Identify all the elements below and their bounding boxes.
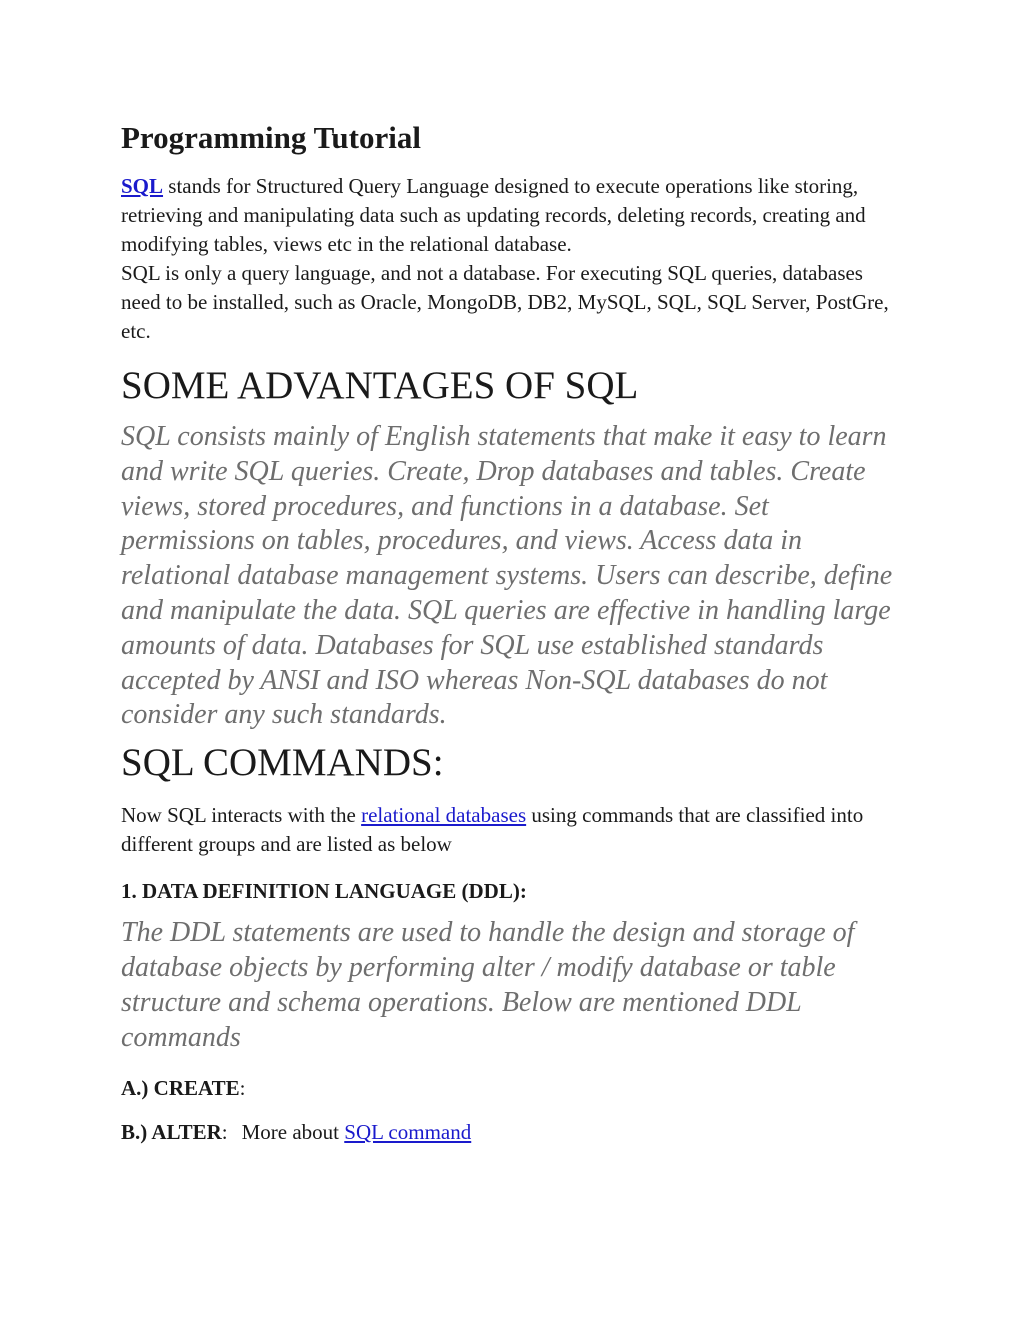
item-create-colon: : [239,1076,246,1101]
item-create [121,1073,901,1103]
advantages-heading: SOME ADVANTAGES OF SQL [121,364,639,407]
intro-paragraph-1 [121,172,901,259]
ddl-heading: 1. DATA DEFINITION LANGUAGE (DDL): [121,879,527,904]
commands-heading: SQL COMMANDS: [121,741,444,785]
intro-paragraph-2: SQL is only a query language, and not a database. For executing SQL queries, databases need to be installed, such as Oracle, MongoDB, DB2, MySQL, SQL, SQL Server, PostGre, etc. [121,261,889,343]
item-create-label: A.) CREATE [121,1076,240,1101]
commands-intro-before: Now SQL interacts with the [121,803,362,828]
commands-intro-after: using commands that are classified into different groups and are listed as below [121,803,864,857]
document-page [121,118,901,1147]
advantages-text: SQL consists mainly of English statements that make it easy to learn and write SQL queries. Create, Drop databases and tables. Create views, stored procedures, and functions in a database. Set permissions on tables, procedures, and views. Access data in relational database management systems. Users can describe, define and manipulate the data. SQL queries are effective in handling large amounts of data. Databases for SQL use established standards accepted by ANSI and ISO whereas Non-SQL databases do not consider any such standards. [121,421,893,731]
page-title: Programming Tutorial [121,120,421,155]
item-alter [121,1117,901,1147]
ddl-text: The DDL statements are used to handle the design and storage of database objects by performing alter / modify database or table structure and schema operations. Below are mentioned DDL commands [121,917,855,1053]
sql-link[interactable]: SQL [121,174,164,198]
item-alter-colon: : [221,1120,228,1145]
item-alter-label: B.) ALTER [121,1120,222,1145]
more-about-text: More about [241,1120,345,1145]
intro-paragraph-1-text: stands for Structured Query Language designed to execute operations like storing, retrieving and manipulating data such as updating records, deleting records, creating and modifying tables, views etc in the relational database. [121,174,866,256]
sql-command-link[interactable]: SQL command [344,1120,472,1145]
relational-databases-link[interactable]: relational databases [361,803,527,828]
commands-intro [121,801,901,859]
